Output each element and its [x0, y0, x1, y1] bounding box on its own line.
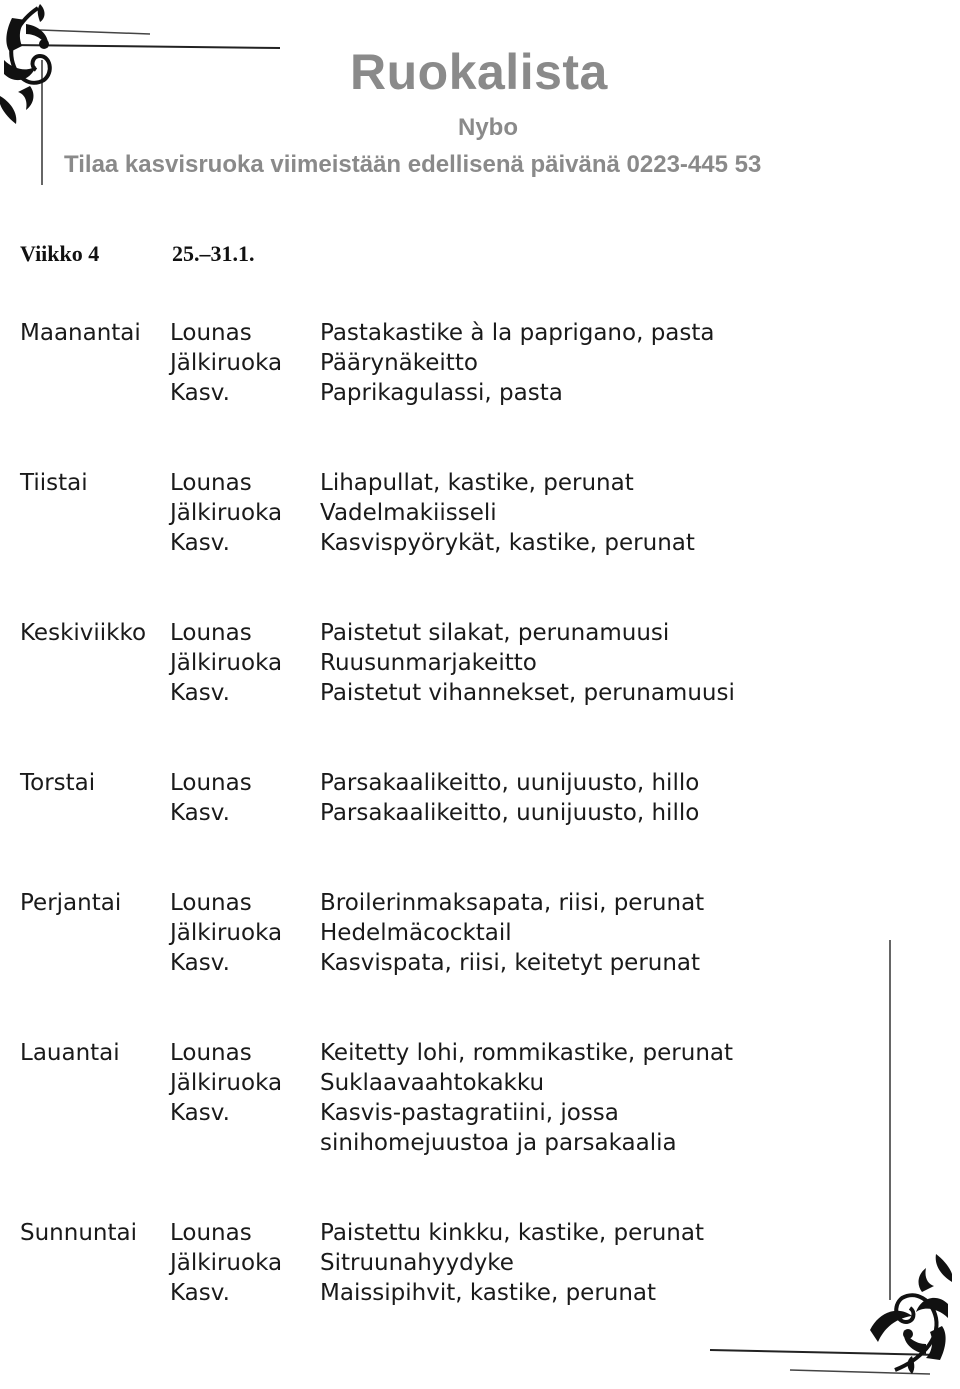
course-label: Kasv.: [170, 1100, 230, 1126]
week-dates: 25.–31.1.: [172, 241, 255, 266]
dish: Maissipihvit, kastike, perunat: [320, 1280, 657, 1306]
day-name: Tiistai: [20, 470, 88, 496]
dish: Parsakaalikeitto, uunijuusto, hillo: [320, 800, 700, 826]
course-label: Kasv.: [170, 800, 230, 826]
order-notice: Tilaa kasvisruoka viimeistään edellisenä päivänä 0223-445 53: [64, 151, 762, 178]
dish: Hedelmäcocktail: [320, 920, 512, 946]
dish: Kasvispata, riisi, keitetyt perunat: [320, 950, 701, 976]
course-label: Jälkiruoka: [170, 920, 283, 946]
dish: Parsakaalikeitto, uunijuusto, hillo: [320, 770, 700, 796]
day-thursday: [20, 768, 920, 828]
dish: Paistetut silakat, perunamuusi: [320, 620, 670, 646]
dish: [320, 1098, 920, 1158]
course-label: Lounas: [170, 620, 252, 646]
dish: Lihapullat, kastike, perunat: [320, 470, 634, 496]
day-name: Perjantai: [20, 890, 122, 916]
day-name: Keskiviikko: [20, 620, 147, 646]
dish-line: Kasvis-pastagratiini, jossa: [320, 1100, 619, 1126]
course-label: Kasv.: [170, 950, 230, 976]
day-wednesday: [20, 618, 920, 708]
day-name: Torstai: [20, 770, 96, 796]
course-label: Lounas: [170, 890, 252, 916]
dish: Pastakastike à la paprigano, pasta: [320, 320, 715, 346]
day-friday: [20, 888, 920, 978]
day-tuesday: [20, 468, 920, 558]
dish: Kasvispyörykät, kastike, perunat: [320, 530, 695, 556]
course-label: Kasv.: [170, 530, 230, 556]
dish: Vadelmakiisseli: [320, 500, 497, 526]
dish: Sitruunahyydyke: [320, 1250, 514, 1276]
dish: Paistettu kinkku, kastike, perunat: [320, 1220, 704, 1246]
day-name: Lauantai: [20, 1040, 120, 1066]
course-label: Lounas: [170, 320, 252, 346]
dish: Ruusunmarjakeitto: [320, 650, 537, 676]
location-subtitle: Nybo: [458, 114, 518, 141]
course-label: Jälkiruoka: [170, 1070, 283, 1096]
day-name: Maanantai: [20, 320, 141, 346]
dish-line: sinihomejuustoa ja parsakaalia: [320, 1130, 677, 1156]
course-label: Jälkiruoka: [170, 1250, 283, 1276]
day-name: Sunnuntai: [20, 1220, 137, 1246]
day-saturday: [20, 1038, 920, 1158]
page-title: Ruokalista: [350, 44, 608, 100]
dish: Päärynäkeitto: [320, 350, 478, 376]
course-label: Lounas: [170, 1220, 252, 1246]
weekly-menu: [20, 318, 920, 1368]
day-sunday: [20, 1218, 920, 1308]
course-label: Kasv.: [170, 680, 230, 706]
dish: Paistetut vihannekset, perunamuusi: [320, 680, 735, 706]
course-label: Lounas: [170, 1040, 252, 1066]
week-label: Viikko 4: [20, 241, 100, 266]
course-label: Lounas: [170, 470, 252, 496]
course-label: Kasv.: [170, 380, 230, 406]
dish: Broilerinmaksapata, riisi, perunat: [320, 890, 705, 916]
course-label: Jälkiruoka: [170, 650, 283, 676]
course-label: Lounas: [170, 770, 252, 796]
dish: Keitetty lohi, rommikastike, perunat: [320, 1040, 734, 1066]
dish: Suklaavaahtokakku: [320, 1070, 545, 1096]
course-label: Kasv.: [170, 1280, 230, 1306]
day-monday: [20, 318, 920, 408]
dish: Paprikagulassi, pasta: [320, 380, 563, 406]
course-label: Jälkiruoka: [170, 500, 283, 526]
course-label: Jälkiruoka: [170, 350, 283, 376]
